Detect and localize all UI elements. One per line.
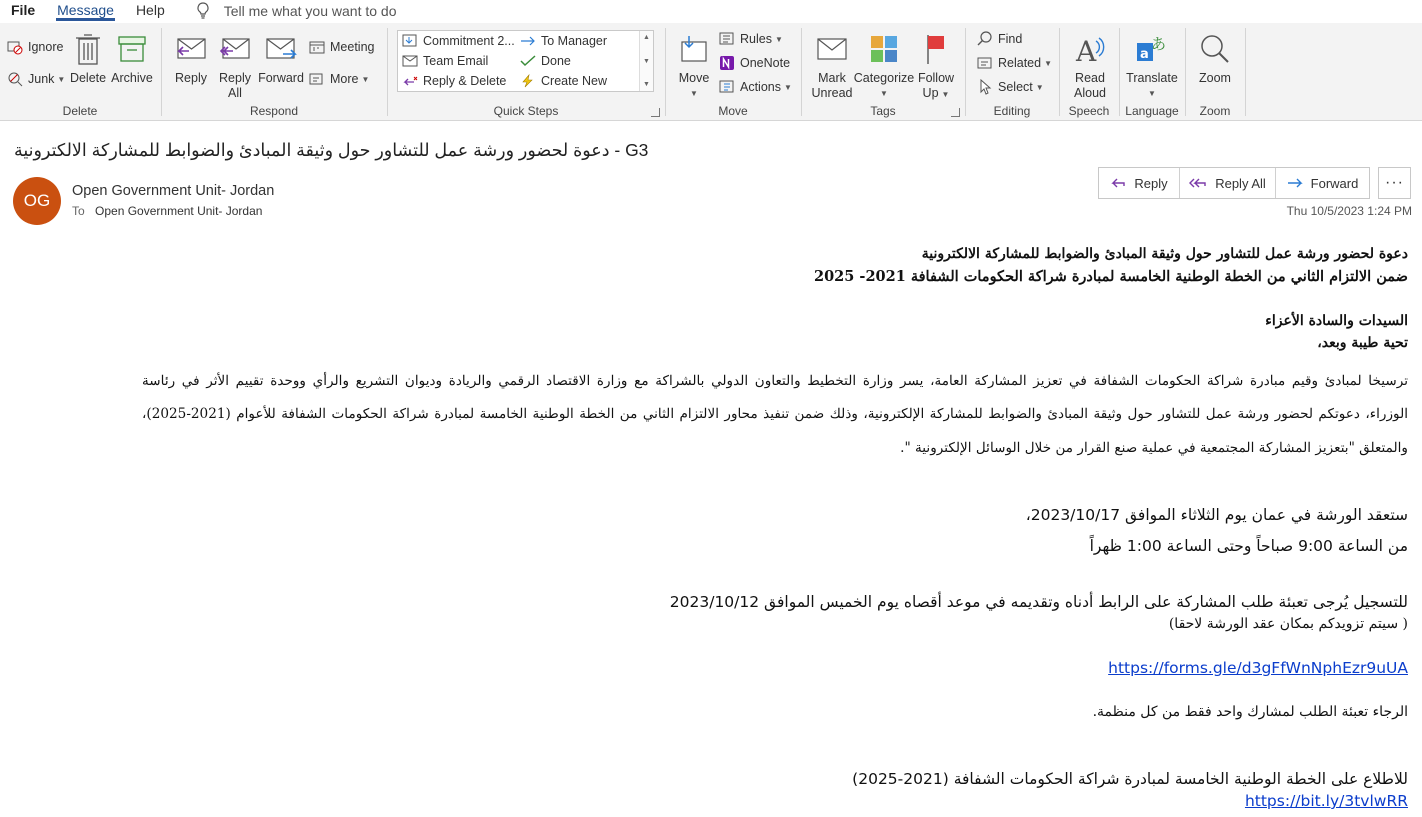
junk-icon: [6, 70, 24, 88]
quick-step-team-email[interactable]: Team Email: [401, 51, 488, 71]
quick-step-to-manager[interactable]: To Manager: [519, 31, 607, 51]
tags-launcher[interactable]: [951, 108, 960, 117]
onenote-button[interactable]: OneNote: [718, 53, 790, 73]
tab-help[interactable]: Help: [135, 2, 165, 18]
speech-group: [1060, 23, 1118, 121]
categorize-button[interactable]: Categorize ▼: [854, 29, 914, 101]
scroll-up-icon[interactable]: ▲: [643, 34, 650, 41]
actions-icon: [718, 78, 736, 96]
meeting-button[interactable]: Meeting: [308, 37, 374, 57]
editing-group-label: Editing: [993, 104, 1031, 118]
move-group: [666, 23, 800, 121]
sender-name[interactable]: Open Government Unit- Jordan: [72, 183, 275, 199]
lightbulb-icon: [196, 2, 210, 20]
recipient-name[interactable]: Open Government Unit- Jordan: [95, 204, 263, 218]
archive-icon: [117, 29, 147, 69]
envelope-icon: [401, 52, 419, 70]
scroll-down-icon[interactable]: ▼: [643, 57, 650, 65]
svg-text:A: A: [1076, 35, 1097, 65]
more-respond-icon: [308, 70, 326, 88]
workshop-time-line: من الساعة 9:00 صباحاً وحتى الساعة 1:00 ظهراً: [1089, 537, 1408, 555]
quick-steps-group-label: Quick Steps: [493, 104, 559, 118]
junk-button[interactable]: Junk ▼: [6, 69, 65, 89]
delete-button[interactable]: Delete: [70, 29, 106, 86]
body-title-line-1: دعوة لحضور ورشة عمل للتشاور حول وثيقة المبادئ والضوابط للمشاركة الالكترونية: [921, 246, 1408, 262]
lightning-icon: [519, 72, 537, 90]
quick-step-commitment[interactable]: Commitment 2...: [401, 31, 515, 51]
more-actions-button[interactable]: ···: [1378, 167, 1411, 199]
cursor-icon: [976, 78, 994, 96]
flag-icon: [923, 29, 949, 69]
meeting-icon: [308, 38, 326, 56]
reply-all-action-button[interactable]: Reply All: [1180, 168, 1276, 198]
zoom-group-label: Zoom: [1199, 104, 1231, 118]
related-icon: [976, 54, 994, 72]
menu-bar: [0, 0, 1422, 22]
magnifier-icon: [1199, 29, 1231, 69]
select-button[interactable]: Select ▼: [976, 77, 1044, 97]
editing-group: [966, 23, 1058, 121]
workshop-date-line: ستعقد الورشة في عمان يوم الثلاثاء الموافق 2023/10/17،: [1025, 506, 1408, 524]
quick-steps-launcher[interactable]: [651, 108, 660, 117]
paragraph-line-3: والمتعلق "بتعزيز المشاركة المجتمعية في عملية صنع القرار من خلال الوسائل الإلكترونية ".: [900, 440, 1408, 456]
forward-icon: [265, 29, 297, 69]
message-date: Thu 10/5/2023 1:24 PM: [1286, 204, 1412, 218]
avatar[interactable]: OG: [13, 177, 61, 225]
reply-icon: [175, 29, 207, 69]
trash-icon: [75, 29, 101, 69]
onenote-icon: [718, 54, 736, 72]
registration-line: للتسجيل يُرجى تعبئة طلب المشاركة على الرابط أدناه وتقديمه في موعد أقصاه يوم الخميس الموافق 2023/10/12: [669, 593, 1408, 611]
ignore-icon: [6, 38, 24, 56]
read-aloud-icon: [1074, 29, 1106, 69]
find-button[interactable]: Find: [976, 29, 1022, 49]
reply-action-button[interactable]: Reply: [1099, 168, 1180, 198]
plan-line: للاطلاع على الخطة الوطنية الخامسة لمبادرة شراكة الحكومات الشفافة (2021-2025): [852, 770, 1408, 788]
move-group-label: Move: [718, 104, 748, 118]
to-label: To: [72, 204, 85, 218]
follow-up-button[interactable]: Follow Up ▼: [916, 29, 956, 102]
forward-action-button[interactable]: Forward: [1276, 168, 1369, 198]
svg-text:a: a: [1140, 47, 1149, 62]
respond-group: [162, 23, 386, 121]
registration-form-link[interactable]: https://forms.gle/d3gFfWnNphEzr9uUA: [1108, 659, 1408, 677]
categorize-icon: [869, 29, 899, 69]
more-respond-button[interactable]: More ▼: [308, 69, 369, 89]
quick-step-done[interactable]: Done: [519, 51, 571, 71]
reply-delete-icon: [401, 72, 419, 90]
language-group-label: Language: [1125, 104, 1179, 118]
rules-icon: [718, 30, 736, 48]
tell-me-text: Tell me what you want to do: [223, 3, 397, 19]
tell-me-box[interactable]: [196, 2, 397, 20]
move-button[interactable]: Move ▼: [676, 29, 712, 101]
actions-button[interactable]: Actions ▼: [718, 77, 792, 97]
quick-step-create-new[interactable]: Create New: [519, 71, 607, 91]
greeting-line-2: تحية طيبة وبعد،: [1317, 335, 1408, 351]
archive-button[interactable]: Archive: [110, 29, 154, 86]
delete-group-label: Delete: [62, 104, 98, 118]
zoom-group: [1186, 23, 1244, 121]
zoom-button[interactable]: Zoom: [1194, 29, 1236, 86]
reply-button[interactable]: Reply: [172, 29, 210, 86]
national-plan-link[interactable]: https://bit.ly/3tvlwRR: [1244, 792, 1408, 810]
delete-group: [0, 23, 160, 121]
tab-message[interactable]: Message: [46, 0, 125, 22]
plan-link-line: [1245, 792, 1408, 810]
ribbon: [0, 23, 1422, 121]
forward-button[interactable]: Forward: [258, 29, 304, 86]
svg-text:あ: あ: [1151, 35, 1167, 53]
recipient-line: [72, 204, 262, 218]
search-icon: [976, 30, 994, 48]
related-button[interactable]: Related ▼: [976, 53, 1052, 73]
forward-arrow-icon: [1287, 176, 1303, 190]
expand-gallery-icon[interactable]: ▼: [643, 81, 650, 88]
paragraph-line-2: الوزراء، دعوتكم لحضور ورشة عمل للتشاور حول وثيقة المبادئ والضوابط للمشاركة الإلكترونية، وذلك ضمن تنفيذ محاور الالتزام الثاني من الخطة الوطنية الخامسة لمبادرة شراكة الحكومات الشفافة للأعوام (2021-2025)،: [142, 406, 1408, 422]
message-action-bar: [1098, 167, 1370, 199]
reply-arrow-icon: [1110, 176, 1126, 190]
translate-button[interactable]: a あ Translate ▼: [1124, 29, 1180, 101]
commitment-icon: [401, 32, 419, 50]
translate-icon: [1136, 29, 1168, 69]
ignore-button[interactable]: Ignore: [6, 37, 63, 57]
mark-unread-button[interactable]: Mark Unread: [812, 29, 852, 101]
reply-all-button[interactable]: Reply All: [216, 29, 254, 101]
quick-steps-gallery: [397, 30, 654, 92]
separator: [1245, 28, 1246, 116]
paragraph-line-1: ترسيخا لمبادئ وقيم مبادرة شراكة الحكومات الشفافة في تعزيز المشاركة العامة، يسر وزارة التخطيط والتعاون الدولي بالشراكة مع وزارة الاقتصاد الرقمي والريادة وديوان التشريع والرأي ووحدة تقييم الأثر في رئاسة: [142, 373, 1408, 389]
speech-group-label: Speech: [1068, 104, 1110, 118]
checkmark-icon: [519, 52, 537, 70]
respond-group-label: Respond: [249, 104, 299, 118]
tags-group-label: Tags: [870, 104, 896, 118]
venue-note-line: ( سيتم تزويدكم بمكان عقد الورشة لاحقا): [1168, 616, 1408, 632]
envelope-icon: [816, 29, 848, 69]
rules-button[interactable]: Rules ▼: [718, 29, 783, 49]
one-participant-line: الرجاء تعبئة الطلب لمشارك واحد فقط من كل منظمة.: [1092, 704, 1408, 720]
message-subject: دعوة لحضور ورشة عمل للتشاور حول وثيقة المبادئ والضوابط للمشاركة الالكترونية - G3: [14, 140, 649, 160]
quick-step-reply-delete[interactable]: Reply & Delete: [401, 71, 506, 91]
arrow-right-icon: [519, 32, 537, 50]
body-title-line-2: ضمن الالتزام الثاني من الخطة الوطنية الخامسة لمبادرة شراكة الحكومات الشفافة 2021- 2025: [814, 268, 1408, 285]
reply-all-icon: [219, 29, 251, 69]
tags-group: [802, 23, 964, 121]
greeting-line-1: السيدات والسادة الأعزاء: [1265, 313, 1408, 329]
move-icon: [679, 29, 709, 69]
reply-all-arrow-icon: [1189, 176, 1207, 190]
read-aloud-button[interactable]: A Read Aloud: [1068, 29, 1112, 101]
form-link-line: [1108, 659, 1408, 677]
quick-steps-scrollbar[interactable]: [639, 31, 653, 91]
tab-file[interactable]: File: [11, 2, 36, 18]
language-group: [1120, 23, 1184, 121]
